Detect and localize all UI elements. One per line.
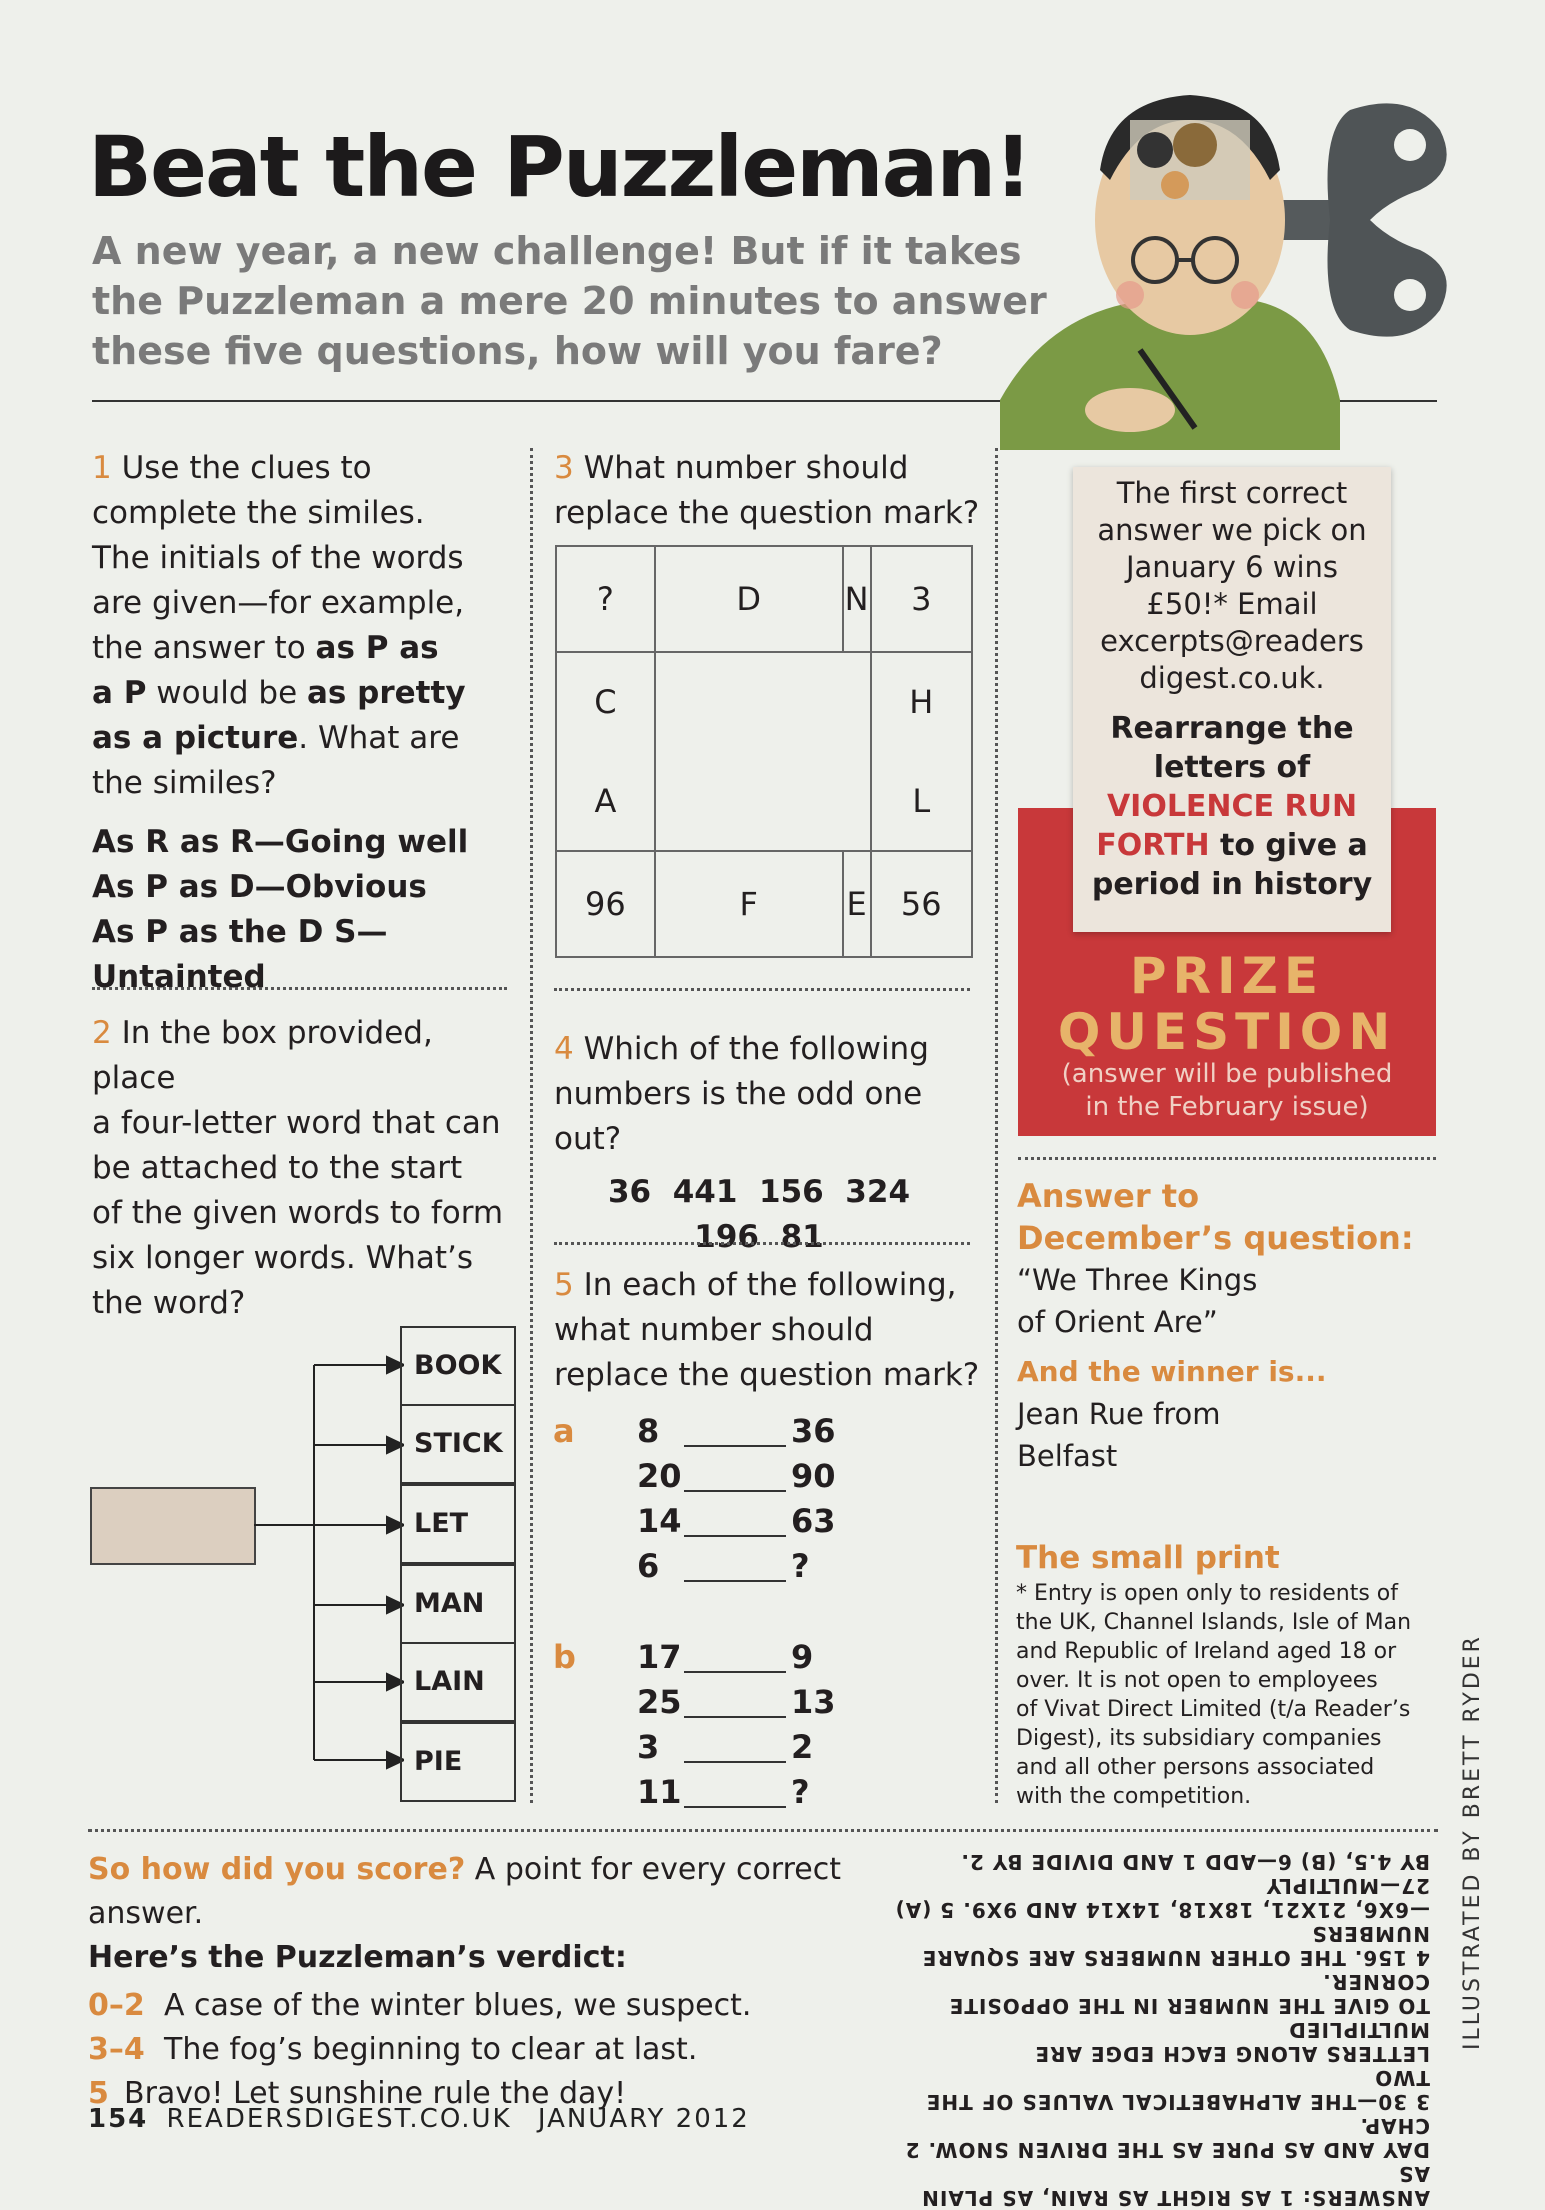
grid-cell: C bbox=[556, 652, 655, 752]
verdict-heading: Here’s the Puzzleman’s verdict: bbox=[88, 1940, 627, 1975]
subtitle-line: these five questions, how will you fare? bbox=[92, 329, 943, 373]
q1-example: a P bbox=[92, 675, 147, 711]
q1-text: . What are bbox=[298, 720, 460, 756]
issue-date: JANUARY 2012 bbox=[537, 2104, 750, 2134]
small-print bbox=[1016, 1537, 1416, 1811]
word-box: BOOK bbox=[400, 1326, 516, 1406]
q1-text: would be bbox=[146, 675, 308, 711]
sequence-line bbox=[684, 1761, 786, 1763]
question-number: 4 bbox=[554, 1031, 574, 1067]
prize-note-line: (answer will be published bbox=[1061, 1059, 1393, 1089]
score-section bbox=[88, 1848, 888, 2116]
answer-line: 1 AS RIGHT AS RAIN, AS PLAIN AS bbox=[921, 2162, 1430, 2210]
sequence-line bbox=[684, 1806, 786, 1808]
prize-question bbox=[1073, 709, 1391, 904]
question-5 bbox=[554, 1263, 984, 1398]
score-range: 5 bbox=[88, 2076, 109, 2111]
sequence-line bbox=[684, 1580, 786, 1582]
question-2 bbox=[92, 1011, 522, 1326]
prize-card bbox=[1073, 467, 1391, 932]
sequence-value: 20 bbox=[637, 1457, 682, 1495]
page-footer bbox=[88, 2104, 750, 2134]
word-box: LET bbox=[400, 1484, 516, 1564]
answer-line: LETTERS ALONG EACH EDGE ARE MULTIPLIED bbox=[1034, 2018, 1430, 2066]
december-answer-text: “We Three Kings bbox=[1017, 1263, 1258, 1297]
sequence-value: 6 bbox=[637, 1547, 660, 1585]
q2-text: six longer words. What’s bbox=[92, 1240, 474, 1276]
illustration-credit: ILLUSTRATED BY BRETT RYDER bbox=[1460, 1634, 1485, 2050]
small-print-line: and all other persons associated bbox=[1016, 1755, 1375, 1780]
prize-label-line: QUESTION bbox=[1057, 1003, 1397, 1061]
answer-line: TO GIVE THE NUMBER IN THE OPPOSITE CORNER. bbox=[948, 1970, 1430, 2018]
q3-text: replace the question mark? bbox=[554, 495, 980, 531]
q4-text: Which of the following bbox=[583, 1031, 929, 1067]
simile-clue: As P as the D S—Untainted bbox=[92, 914, 388, 995]
column-divider bbox=[530, 448, 533, 1803]
small-print-line: of Vivat Direct Limited (t/a Reader’s bbox=[1016, 1697, 1411, 1722]
small-print-line: * Entry is open only to residents of bbox=[1016, 1581, 1398, 1606]
answer-line: —6X6, 21X21, 18X18, 14X14 AND 9X9. 5 (A) 27—MULTIPLY bbox=[894, 1874, 1430, 1922]
december-answer-text: of Orient Are” bbox=[1017, 1305, 1218, 1339]
sequence-value: ? bbox=[791, 1547, 810, 1585]
winner-name: Jean Rue from bbox=[1017, 1397, 1221, 1431]
answers-upside-down bbox=[890, 1850, 1430, 2210]
question-3 bbox=[554, 446, 984, 536]
prize-anagram: VIOLENCE RUN bbox=[1106, 789, 1358, 824]
sequence-value: 63 bbox=[791, 1502, 836, 1540]
score-range: 0–2 bbox=[88, 1988, 145, 2023]
prize-card-line: £50!* Email bbox=[1146, 587, 1318, 621]
grid-cell: F bbox=[655, 851, 843, 957]
page-title: Beat the Puzzleman! bbox=[88, 118, 1031, 216]
prize-question-line: Rearrange the bbox=[1110, 711, 1354, 746]
q1-text: Use the clues to bbox=[121, 450, 372, 486]
q2-text: a four-letter word that can bbox=[92, 1105, 501, 1141]
subtitle-line: the Puzzleman a mere 20 minutes to answer bbox=[92, 279, 1047, 323]
answer-line: DAY AND AS PURE AS THE DRIVEN SNOW. 2 CHAP. bbox=[904, 2114, 1430, 2162]
q1-example: as P as bbox=[315, 630, 439, 666]
small-print-heading: The small print bbox=[1016, 1540, 1280, 1576]
simile-clue: As P as D—Obvious bbox=[92, 869, 427, 905]
sequence-line bbox=[684, 1535, 786, 1537]
prize-card-line[interactable]: excerpts@readers bbox=[1100, 624, 1364, 658]
q1-text: The initials of the words bbox=[92, 540, 464, 576]
sequence-value: 36 bbox=[791, 1412, 836, 1450]
grid-cell: D bbox=[655, 546, 843, 652]
subtitle-line: A new year, a new challenge! But if it takes bbox=[92, 229, 1022, 273]
q1-text: are given—for example, bbox=[92, 585, 465, 621]
q1-example: as pretty bbox=[307, 675, 466, 711]
prize-anagram: FORTH bbox=[1096, 828, 1210, 863]
grid-cell: 96 bbox=[556, 851, 655, 957]
grid-cell: 3 bbox=[871, 546, 972, 652]
sequence-line bbox=[684, 1490, 786, 1492]
prize-label bbox=[1018, 948, 1436, 1060]
score-intro: A point for every correct answer. bbox=[88, 1852, 841, 1931]
letter-grid bbox=[555, 545, 973, 958]
answers-label: ANSWERS: bbox=[1301, 2186, 1430, 2210]
q2-text: the word? bbox=[92, 1285, 246, 1321]
december-heading: December’s question: bbox=[1017, 1219, 1414, 1257]
winner-name: Belfast bbox=[1017, 1439, 1118, 1473]
prize-question-line: to give a bbox=[1209, 828, 1368, 863]
question-number: 2 bbox=[92, 1015, 112, 1051]
small-print-line: and Republic of Ireland aged 18 or bbox=[1016, 1639, 1397, 1664]
sequence-value: 13 bbox=[791, 1683, 836, 1721]
section-divider bbox=[554, 988, 970, 991]
small-print-line: over. It is not open to employees bbox=[1016, 1668, 1378, 1693]
odd-one-out-numbers: 196 81 bbox=[694, 1219, 824, 1255]
prize-label-line: PRIZE bbox=[1129, 947, 1325, 1005]
section-divider bbox=[88, 1829, 1438, 1832]
sequence-line bbox=[684, 1671, 786, 1673]
small-print-line: the UK, Channel Islands, Isle of Man bbox=[1016, 1610, 1412, 1635]
puzzleman-illustration-icon bbox=[990, 50, 1470, 450]
word-box: STICK bbox=[400, 1404, 516, 1484]
site-url[interactable]: READERSDIGEST.CO.UK bbox=[166, 2104, 512, 2134]
answer-line: 4 156. THE OTHER NUMBERS ARE SQUARE NUMBERS bbox=[921, 1922, 1430, 1970]
q3-text: What number should bbox=[583, 450, 909, 486]
score-verdict: A case of the winter blues, we suspect. bbox=[164, 1988, 752, 2023]
sequence-value: 9 bbox=[791, 1638, 814, 1676]
q5-text: what number should bbox=[554, 1312, 874, 1348]
word-box: LAIN bbox=[400, 1642, 516, 1722]
question-4 bbox=[554, 1027, 984, 1260]
december-answer bbox=[1017, 1175, 1437, 1477]
grid-cell: L bbox=[871, 751, 972, 851]
sequence-value: 14 bbox=[637, 1502, 682, 1540]
q2-text: be attached to the start bbox=[92, 1150, 463, 1186]
page-subtitle bbox=[92, 226, 1047, 376]
word-list bbox=[400, 1326, 504, 1806]
prize-card-line: The first correct bbox=[1116, 476, 1348, 510]
score-verdict: The fog’s beginning to clear at last. bbox=[164, 2032, 698, 2067]
grid-cell: E bbox=[843, 851, 871, 957]
answer-line: BY 4.5, (B) 6—ADD 1 AND DIVIDE BY 2. bbox=[960, 1850, 1430, 1874]
prize-note-line: in the February issue) bbox=[1085, 1092, 1369, 1122]
sequence-value: 90 bbox=[791, 1457, 836, 1495]
sequence-line bbox=[684, 1445, 786, 1447]
q1-text: the answer to bbox=[92, 630, 316, 666]
grid-cell: H bbox=[871, 652, 972, 752]
winner-heading: And the winner is... bbox=[1017, 1355, 1327, 1388]
prize-note bbox=[1018, 1058, 1436, 1124]
q5-text: replace the question mark? bbox=[554, 1357, 980, 1393]
sequence-value: ? bbox=[791, 1773, 810, 1811]
question-number: 1 bbox=[92, 450, 112, 486]
sequence-value: 3 bbox=[637, 1728, 660, 1766]
score-verdict: Bravo! Let sunshine rule the day! bbox=[124, 2076, 627, 2111]
sequence-value: 25 bbox=[637, 1683, 682, 1721]
grid-cell: 56 bbox=[871, 851, 972, 957]
answer-input-box[interactable] bbox=[90, 1487, 256, 1565]
word-box: MAN bbox=[400, 1564, 516, 1644]
simile-clues bbox=[92, 820, 522, 1000]
question-1 bbox=[92, 446, 522, 1000]
prize-card-text bbox=[1073, 475, 1391, 697]
word-box: PIE bbox=[400, 1722, 516, 1802]
section-divider bbox=[92, 987, 507, 990]
q1-text: complete the similes. bbox=[92, 495, 425, 531]
small-print-line: Digest), its subsidiary companies bbox=[1016, 1726, 1382, 1751]
answer-line: 3 30—THE ALPHABETICAL VALUES OF THE TWO bbox=[925, 2066, 1430, 2114]
section-divider bbox=[1018, 1157, 1436, 1160]
question-number: 3 bbox=[554, 450, 574, 486]
small-print-line: with the competition. bbox=[1016, 1784, 1252, 1809]
prize-card-line: answer we pick on bbox=[1097, 513, 1367, 547]
grid-cell: N bbox=[843, 546, 871, 652]
december-heading: Answer to bbox=[1017, 1177, 1200, 1215]
sequence-value: 17 bbox=[637, 1638, 682, 1676]
grid-cell: ? bbox=[556, 546, 655, 652]
simile-clue: As R as R—Going well bbox=[92, 824, 469, 860]
sequence-value: 2 bbox=[791, 1728, 814, 1766]
prize-question-line: period in history bbox=[1091, 867, 1373, 902]
prize-card-line: digest.co.uk. bbox=[1139, 661, 1325, 695]
q1-example: as a picture bbox=[92, 720, 299, 756]
q2-text: of the given words to form bbox=[92, 1195, 504, 1231]
q4-text: numbers is the odd one out? bbox=[554, 1076, 923, 1157]
q2-text: In the box provided, place bbox=[92, 1015, 433, 1096]
sequence-value: 11 bbox=[637, 1773, 682, 1811]
q1-text: the similes? bbox=[92, 765, 277, 801]
score-heading: So how did you score? bbox=[88, 1852, 466, 1887]
column-divider bbox=[995, 448, 998, 1803]
q5-text: In each of the following, bbox=[583, 1267, 957, 1303]
sequence-value: 8 bbox=[637, 1412, 660, 1450]
connector-arrows bbox=[254, 1320, 404, 1770]
grid-cell: A bbox=[556, 751, 655, 851]
page-number: 154 bbox=[88, 2104, 149, 2134]
part-label: b bbox=[553, 1638, 576, 1676]
part-label: a bbox=[553, 1412, 575, 1450]
grid-center bbox=[655, 652, 871, 851]
sequence-line bbox=[684, 1716, 786, 1718]
prize-card-line: January 6 wins bbox=[1125, 550, 1339, 584]
section-divider bbox=[554, 1242, 970, 1245]
prize-question-line: letters of bbox=[1153, 750, 1311, 785]
question-number: 5 bbox=[554, 1267, 574, 1303]
odd-one-out-numbers: 36 441 156 324 bbox=[607, 1174, 911, 1210]
score-range: 3–4 bbox=[88, 2032, 145, 2067]
